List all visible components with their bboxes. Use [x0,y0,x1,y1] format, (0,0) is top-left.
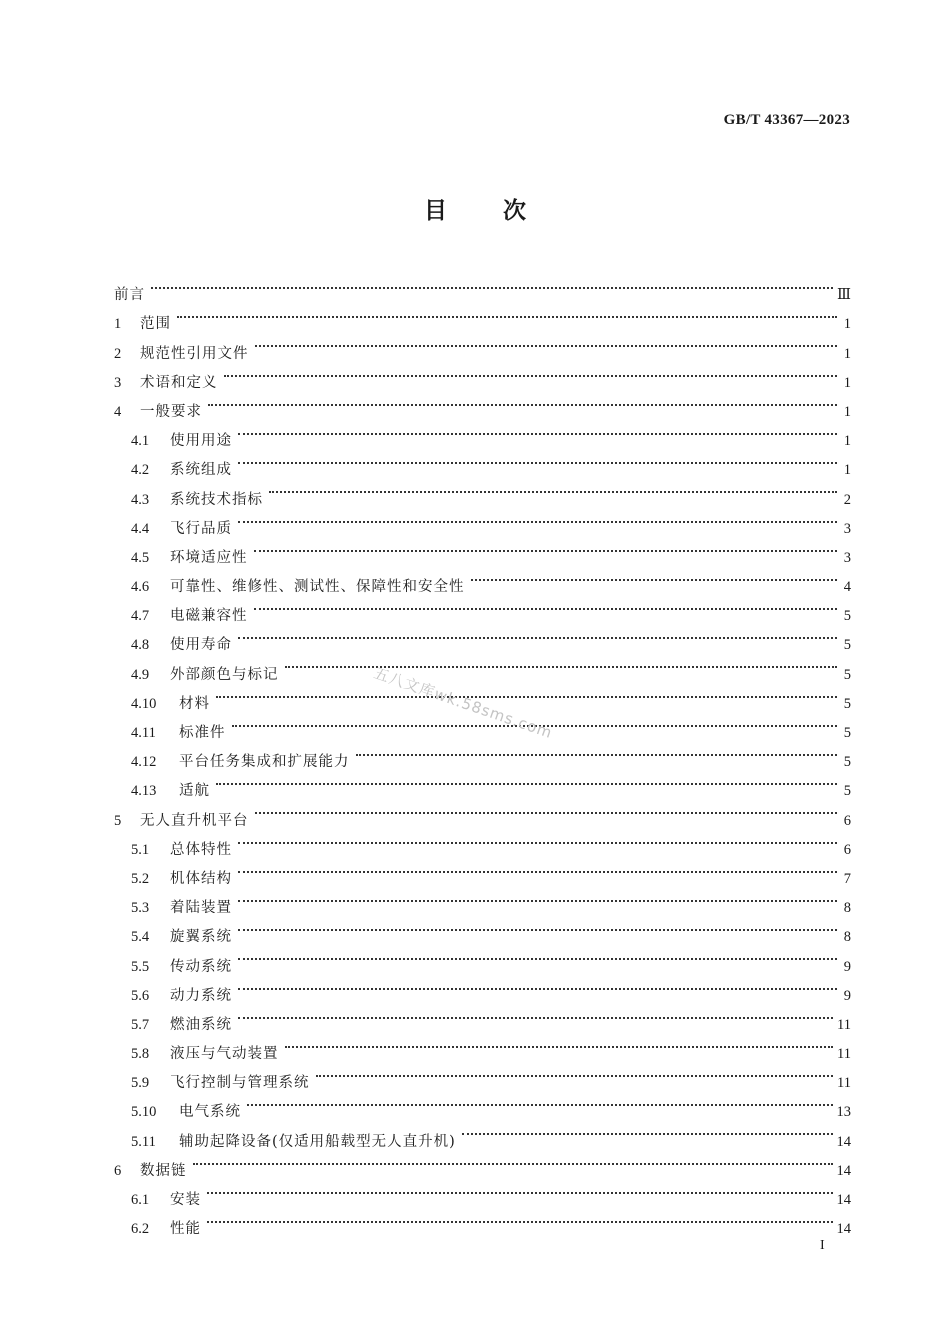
toc-leader-dots [285,1029,834,1058]
toc-entry-number: 5.8 [131,1046,150,1063]
toc-entry-page: 1 [843,403,851,420]
toc-leader-dots [238,620,837,649]
toc-entry-page: 5 [843,666,851,683]
toc-entry-page: 6 [843,841,851,858]
toc-entry-label: 机体结构 [170,870,232,887]
toc-entry-page: 5 [843,783,851,800]
toc-entry-page: 14 [836,1133,851,1150]
toc-entry-number: 6.2 [131,1221,150,1238]
toc-entry[interactable] [114,387,851,420]
toc-entry-number: 4.7 [131,608,150,625]
toc-leader-dots [238,504,837,533]
toc-entry[interactable] [114,1146,851,1179]
toc-entry-number: 5.2 [131,870,150,887]
standard-code: GB/T 43367—2023 [723,112,850,128]
toc-leader-dots [238,1000,833,1029]
toc-entry-page: 4 [843,579,851,596]
toc-leader-dots [238,912,837,941]
toc-entry-label: 旋翼系统 [170,929,232,946]
toc-leader-dots [207,1175,833,1204]
page-number: I [820,1238,825,1253]
toc-entry-number: 4.1 [131,433,150,450]
toc-entry-page: 1 [843,345,851,362]
toc-entry[interactable] [114,358,851,391]
toc-entry-label: 范围 [140,316,171,333]
toc-entry-page: 13 [836,1104,851,1121]
toc-leader-dots [255,328,838,357]
toc-leader-dots [285,649,838,678]
toc-entry-number: 4.13 [131,783,157,800]
toc-leader-dots [238,883,837,912]
toc-leader-dots [207,1204,833,1233]
toc-leader-dots [356,737,838,766]
toc-entry-number: 3 [114,374,122,391]
toc-entry-page: 9 [843,987,851,1004]
toc-entry-label: 规范性引用文件 [140,345,249,362]
toc-entry[interactable] [114,1175,851,1208]
toc-leader-dots [238,445,837,474]
toc-leader-dots [216,679,837,708]
toc-entry-page: 5 [843,695,851,712]
toc-entry-label: 总体特性 [170,841,232,858]
toc-leader-dots [238,941,837,970]
toc-entry-page: 1 [843,462,851,479]
toc-entry-page: 11 [837,1016,851,1033]
toc-entry-label: 一般要求 [140,403,202,420]
toc-entry-number: 6.1 [131,1192,150,1208]
toc-entry-label: 安装 [170,1192,201,1208]
toc-entry-number: 5.1 [131,841,150,858]
toc-entry-number: 5 [114,812,122,829]
toc-entry-page: 7 [843,870,851,887]
toc-entry-number: 4.4 [131,520,150,537]
toc-leader-dots [238,825,837,854]
toc-entry-page: 8 [843,929,851,946]
toc-entry-label: 材料 [179,695,210,712]
toc-entry[interactable] [114,795,851,829]
toc-entry-page: 14 [836,1221,851,1238]
toc-entry-page: 5 [843,637,851,654]
toc-entry-label: 电气系统 [179,1104,241,1121]
toc-entry-label: 系统组成 [170,462,232,479]
toc-entry-page: Ⅲ [837,287,851,304]
table-of-contents [114,270,851,1238]
toc-leader-dots [151,270,833,299]
toc-entry-page: 5 [843,754,851,771]
toc-entry-label: 平台任务集成和扩展能力 [179,754,350,771]
toc-entry-label: 术语和定义 [140,374,218,391]
toc-entry-label: 标准件 [179,725,226,741]
watermark: 五八文库wk.58sms.com [371,663,555,743]
toc-entry-page: 8 [843,900,851,917]
toc-entry-number: 5.11 [131,1133,156,1150]
toc-leader-dots [269,474,837,503]
toc-leader-dots [238,416,837,445]
toc-leader-dots [238,854,837,883]
toc-leader-dots [247,1087,833,1116]
toc-entry-page: 3 [843,549,851,566]
toc-entry[interactable] [114,1204,851,1238]
toc-leader-dots [254,533,838,562]
toc-entry-page: 11 [837,1046,851,1063]
toc-entry-number: 4.9 [131,666,150,683]
toc-entry-page: 14 [836,1162,851,1179]
toc-entry[interactable] [114,328,851,362]
toc-entry-label: 飞行控制与管理系统 [170,1075,310,1092]
toc-entry[interactable] [114,766,851,800]
toc-entry[interactable] [114,270,851,304]
toc-leader-dots [316,1058,834,1087]
toc-entry-page: 9 [843,958,851,975]
toc-entry-label: 使用寿命 [170,637,232,654]
toc-entry-label: 电磁兼容性 [170,608,248,625]
toc-entry-label: 系统技术指标 [170,491,263,508]
toc-entry-number: 5.10 [131,1104,157,1121]
toc-entry-page: 1 [843,433,851,450]
toc-entry-page: 11 [837,1075,851,1092]
toc-entry[interactable] [114,299,851,333]
toc-leader-dots [471,562,838,591]
toc-entry-number: 4 [114,403,122,420]
toc-entry-label: 飞行品质 [170,520,232,537]
toc-leader-dots [462,1116,833,1145]
toc-entry-number: 2 [114,345,122,362]
toc-leader-dots [238,971,837,1000]
toc-entry-number: 4.5 [131,549,150,566]
toc-entry-number: 4.12 [131,754,157,771]
toc-entry-label: 无人直升机平台 [140,812,249,829]
toc-entry-number: 1 [114,316,122,333]
toc-entry-label: 燃油系统 [170,1016,232,1033]
toc-entry[interactable] [114,416,851,450]
toc-leader-dots [208,387,837,416]
toc-entry-number: 5.9 [131,1075,150,1092]
toc-entry-number: 4.6 [131,579,150,596]
toc-entry-page: 5 [843,608,851,625]
toc-leader-dots [224,358,838,387]
toc-entry-page: 3 [843,520,851,537]
toc-entry-label: 前言 [114,287,145,304]
toc-leader-dots [254,591,838,620]
toc-entry-label: 适航 [179,783,210,800]
toc-entry-number: 5.5 [131,958,150,975]
toc-entry-label: 辅助起降设备(仅适用船载型无人直升机) [179,1133,456,1150]
toc-entry-number: 5.6 [131,987,150,1004]
toc-entry-label: 环境适应性 [170,549,248,566]
toc-entry-number: 4.11 [131,725,156,741]
toc-entry-label: 可靠性、维修性、测试性、保障性和安全性 [170,579,465,596]
toc-entry-number: 6 [114,1162,122,1179]
toc-entry-page: 5 [843,725,851,741]
toc-entry-page: 2 [843,491,851,508]
toc-entry-label: 传动系统 [170,958,232,975]
toc-entry-number: 4.2 [131,462,150,479]
toc-leader-dots [177,299,837,328]
toc-entry-number: 5.7 [131,1016,150,1033]
toc-entry-number: 5.3 [131,900,150,917]
toc-leader-dots [216,766,837,795]
toc-entry-number: 5.4 [131,929,150,946]
toc-entry-page: 1 [843,374,851,391]
toc-entry-label: 液压与气动装置 [170,1046,279,1063]
page-title: 目次 [424,198,582,224]
toc-entry-label: 动力系统 [170,987,232,1004]
toc-leader-dots [255,795,838,824]
toc-entry-page: 6 [843,812,851,829]
toc-entry-label: 性能 [170,1221,201,1238]
toc-entry-label: 使用用途 [170,433,232,450]
toc-entry-number: 4.3 [131,491,150,508]
toc-entry-label: 外部颜色与标记 [170,666,279,683]
toc-leader-dots [193,1146,833,1175]
toc-entry-label: 着陆装置 [170,900,232,917]
toc-entry-number: 4.8 [131,637,150,654]
toc-entry-page: 14 [836,1192,851,1208]
toc-entry-page: 1 [843,316,851,333]
toc-entry-label: 数据链 [140,1162,187,1179]
toc-entry-number: 4.10 [131,695,157,712]
